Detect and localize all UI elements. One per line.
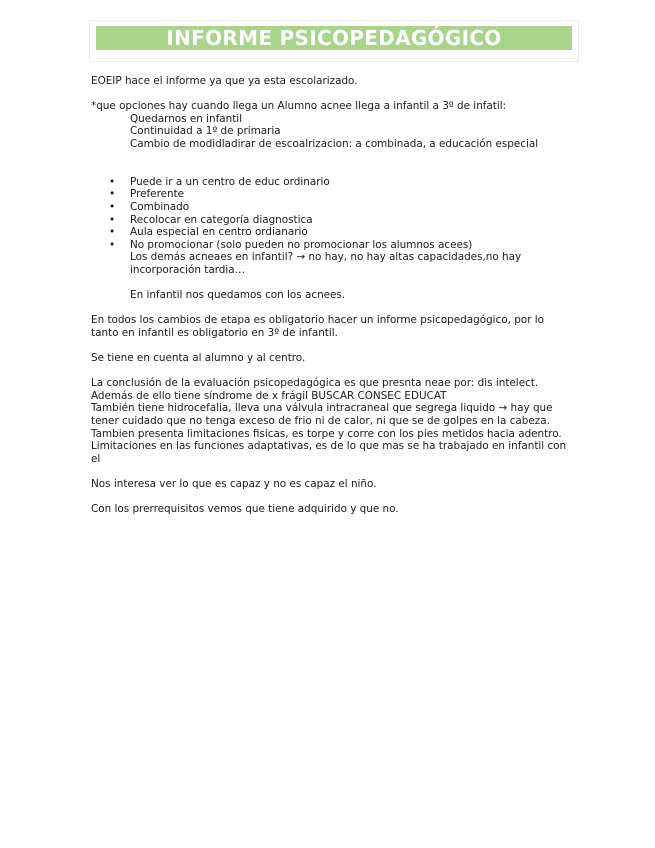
list-item-text: Recolocar en categoría diagnostica bbox=[130, 213, 313, 226]
interest-paragraph: Nos interesa ver lo que es capaz y no es capaz el niño. bbox=[91, 478, 377, 490]
bullet-continuation: Los demás acneaes en infantil? → no hay, no hay altas capacidades,no hay incorporación tardia… bbox=[130, 251, 522, 276]
question-paragraph: *que opciones hay cuando llega un Alumno acnee llega a infantil a 3º de infatil: bbox=[91, 100, 507, 113]
list-item-text: Aula especial en centro ordianario bbox=[130, 226, 308, 239]
conclusion-line: Tambien presenta limitaciones fisicas, es torpe y corre con los pies metidos hacia adentro. bbox=[91, 427, 562, 440]
intro-paragraph: EOEIP hace el informe ya que ya esta escolarizado. bbox=[91, 75, 358, 87]
list-item-text: Puede ir a un centro de educ ordinario bbox=[130, 175, 330, 188]
bullet-marker: • bbox=[109, 226, 116, 239]
title-banner bbox=[96, 26, 572, 50]
list-item-text: Combinado bbox=[130, 200, 190, 213]
list-item bbox=[91, 226, 571, 239]
list-item-text: No promocionar (solo pueden no promocionar los alumnos acees) bbox=[130, 238, 473, 251]
stages-paragraph: En todos los cambios de etapa es obligatorio hacer un informe psicopedagógico, por lo tanto en infantil es obligatorio en 3º de infantil. bbox=[91, 314, 545, 339]
list-item bbox=[91, 239, 571, 252]
bullet-marker: • bbox=[109, 188, 116, 201]
list-item-text: Preferente bbox=[130, 188, 185, 201]
bullet-marker: • bbox=[109, 175, 116, 188]
bullet-list bbox=[91, 176, 571, 252]
bullet-marker: • bbox=[109, 238, 116, 251]
list-item bbox=[91, 176, 571, 189]
conclusion-line: Además de ello tiene síndrome de x frágil BUSCAR CONSEC EDUCAT bbox=[91, 389, 447, 402]
prerequisites-paragraph: Con los prerrequisitos vemos que tiene adquirido y que no. bbox=[91, 503, 399, 516]
page-title: INFORME PSICOPEDAGÓGICO bbox=[166, 26, 502, 50]
option-line: Continuidad a 1º de primaria bbox=[130, 125, 281, 138]
list-item bbox=[91, 214, 571, 227]
list-item bbox=[91, 188, 571, 201]
conclusion-line: También tiene hidrocefalia, lleva una válvula intracraneal que segrega liquido → hay que tener cuidado que no tenga exceso de frio ni de calor, ni que se de golpes en la cabeza. bbox=[91, 402, 553, 428]
bullet-marker: • bbox=[109, 200, 116, 213]
infant-note: En infantil nos quedamos con los acnees. bbox=[130, 289, 346, 302]
document-body bbox=[91, 75, 571, 516]
option-line: Cambio de modidladirar de escoalrizacion: a combinada, a educación especial bbox=[130, 137, 539, 150]
conclusion-line: La conclusión de la evaluación psicopedagógica es que presnta neae por: dis intelect. bbox=[91, 377, 539, 390]
list-item bbox=[91, 201, 571, 214]
option-line: Quedarnos en infantil bbox=[130, 112, 243, 125]
conclusion-line: Limitaciones en las funciones adaptativas, es de lo que mas se ha trabajado en infantil con el bbox=[91, 440, 567, 465]
consider-paragraph: Se tiene en cuenta al alumno y al centro. bbox=[91, 352, 306, 365]
bullet-marker: • bbox=[109, 213, 116, 226]
